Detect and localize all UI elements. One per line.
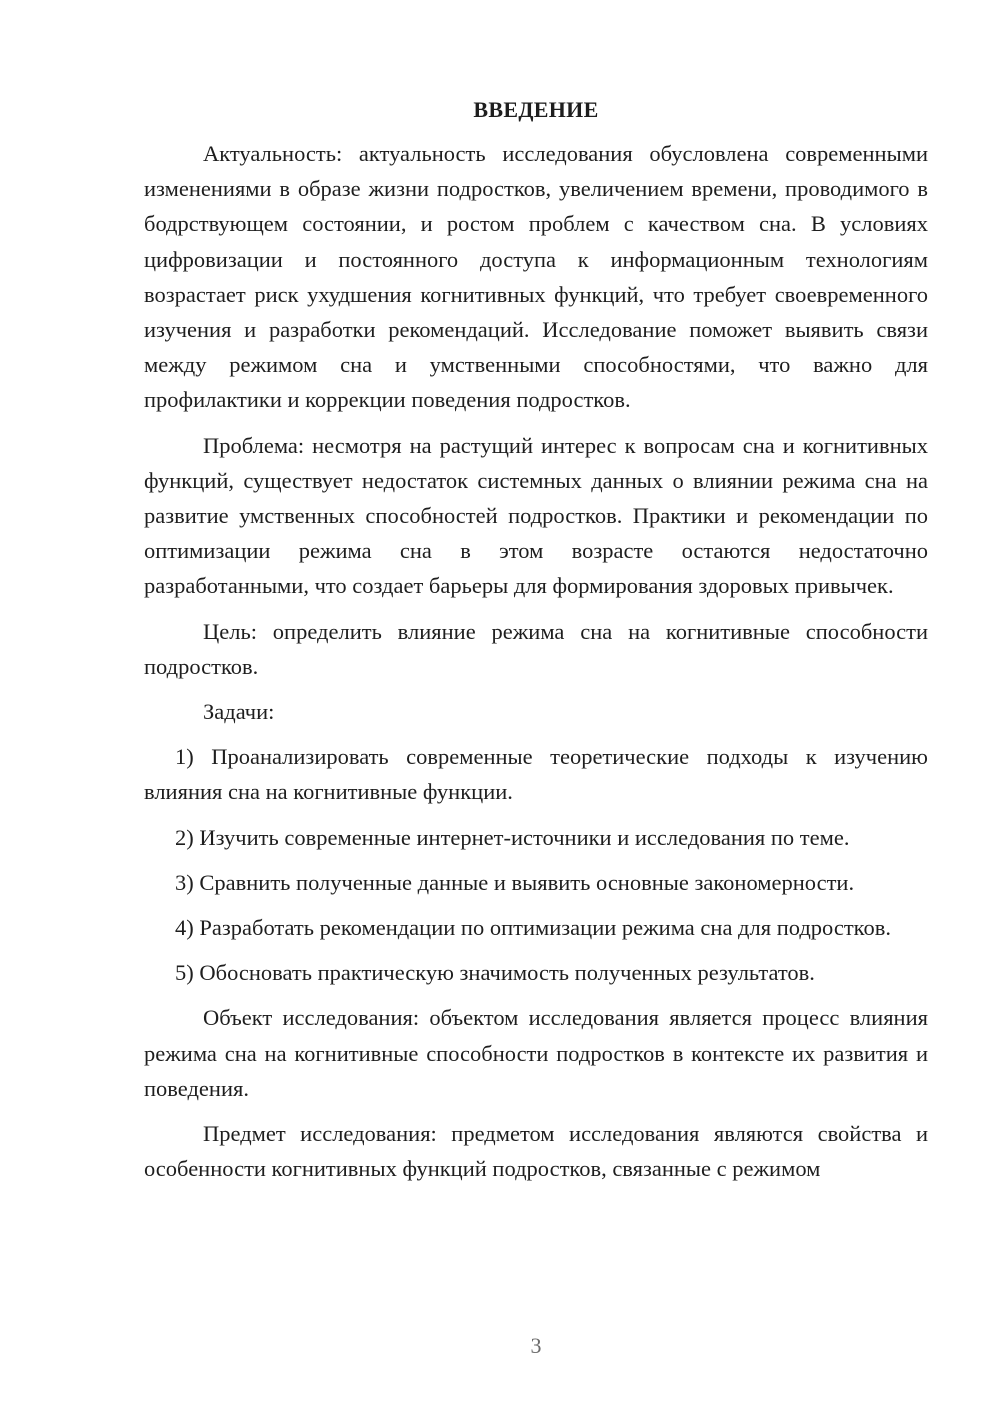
page-content [144,94,928,1186]
section-heading: ВВЕДЕНИЕ [473,97,599,122]
paragraph-subject: Предмет исследования: предметом исследования являются свойства и особенности когнитивных функций подростков, связанные с режимом [144,1121,928,1182]
task-item: 5) Обосновать практическую значимость полученных результатов. [175,960,815,986]
paragraph-object: Объект исследования: объектом исследования является процесс влияния режима сна на когнитивные способности подростков в контексте их развития и поведения. [144,1005,928,1101]
paragraph-goal: Цель: определить влияние режима сна на когнитивные способности подростков. [144,618,928,679]
paragraph-problem: Проблема: несмотря на растущий интерес к вопросам сна и когнитивных функций, существует недостаток системных данных о влиянии режима сна на развитие умственных способностей подростков. Практики и рекомендации по оптимизации режима сна в этом возрасте остаются недостаточно разработанными, что создает барьеры для формирования здоровых привычек. [144,432,928,599]
task-item: 2) Изучить современные интернет-источники и исследования по теме. [175,824,850,850]
paragraph-relevance: Актуальность: актуальность исследования обусловлена современными изменениями в образе жизни подростков, увеличением времени, проводимого в бодрствующем состоянии, и ростом проблем с качеством сна. В условиях цифровизации и постоянного доступа к информационным технологиям возрастает риск ухудшения когнитивных функций, что требует своевременного изучения и разработки рекомендаций. Исследование поможет выявить связи между режимом сна и умственными способностями, что важно для профилактики и коррекции поведения подростков. [144,141,928,413]
task-item: 1) Проанализировать современные теоретические подходы к изучению влияния сна на когнитивные функции. [144,744,928,805]
tasks-label: Задачи: [203,699,275,725]
task-item: 3) Сравнить полученные данные и выявить основные закономерности. [175,869,855,895]
page-number: 3 [530,1333,542,1358]
task-item: 4) Разработать рекомендации по оптимизации режима сна для подростков. [175,915,891,941]
